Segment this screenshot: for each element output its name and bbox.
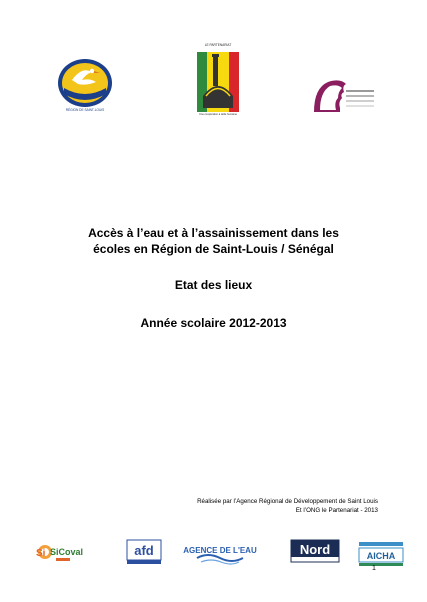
agence-de-leau-logo [183, 540, 257, 566]
aicha-logo-text: AICHA [366, 551, 396, 561]
sicoval-logo-text: SiCoval [50, 547, 84, 557]
aicha-logo [359, 540, 403, 568]
credits-line-1: Réalisée par l’Agence Régional de Développement de Saint Louis [197, 498, 378, 505]
document-subtitle: Etat des lieux [174, 278, 253, 292]
credits-line-2: Et l’ONG le Partenariat - 2013 [295, 506, 378, 514]
title-line-1: Accès à l’eau et à l’assainissement dans les [88, 226, 339, 240]
school-year: Année scolaire 2012-2013 [140, 316, 287, 330]
svg-text:Si: Si [36, 548, 46, 559]
credits [150, 498, 378, 515]
page-number: 1 [372, 565, 376, 572]
nord-logo [291, 540, 339, 562]
partenariat-logo-tagline: Une coopération à taille humaine [199, 113, 237, 116]
region-saint-louis-logo [52, 54, 118, 110]
afd-logo [127, 538, 161, 566]
sicoval-logo [32, 538, 84, 566]
region-logo-caption: RÉGION DE SAINT-LOUIS [65, 108, 105, 112]
title-line-2: écoles en Région de Saint-Louis / Sénégal [93, 242, 334, 256]
partenariat-logo-name: LE PARTENARIAT [204, 43, 232, 47]
document-title [40, 225, 387, 257]
afd-logo-text: afd [134, 543, 154, 558]
profile-silhouette-logo [312, 76, 376, 114]
agence-logo-text: AGENCE DE L'EAU [183, 546, 257, 555]
nord-logo-text: Nord [299, 542, 331, 557]
